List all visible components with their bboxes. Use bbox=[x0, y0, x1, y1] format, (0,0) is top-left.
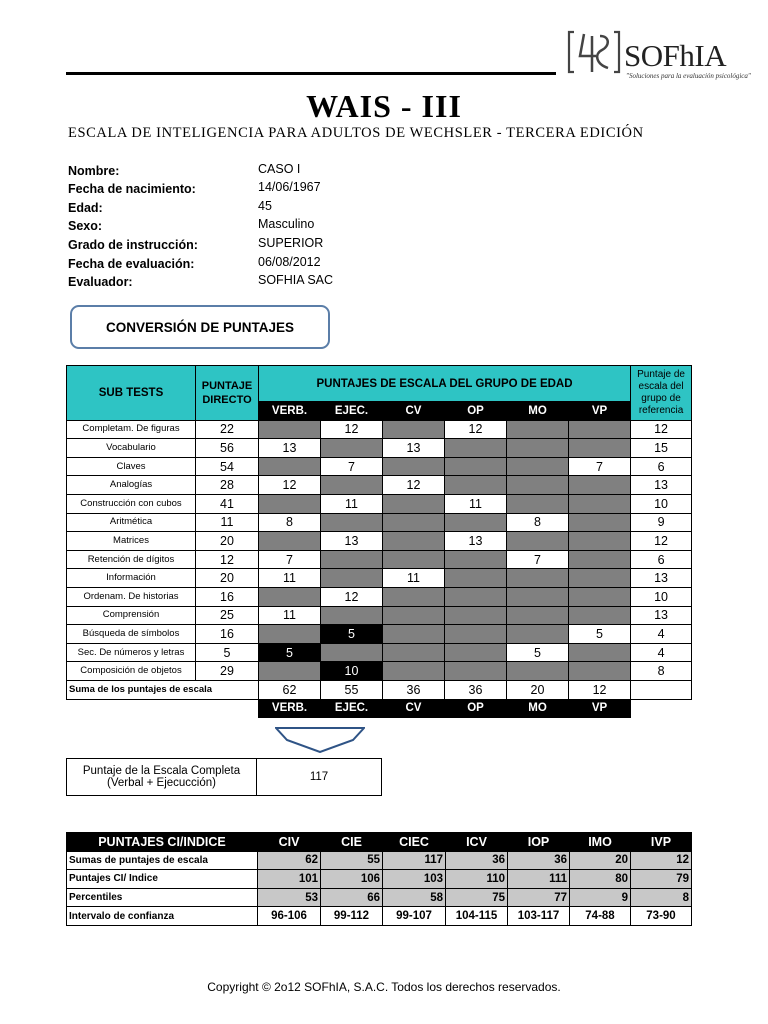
scale-score-cell: 13 bbox=[445, 532, 507, 551]
scale-score-cell bbox=[383, 606, 445, 625]
scale-score-cell bbox=[259, 662, 321, 681]
reference-score: 13 bbox=[631, 569, 692, 588]
scale-footer-4: MO bbox=[507, 699, 569, 718]
direct-score: 22 bbox=[196, 420, 259, 439]
subtest-row bbox=[67, 569, 692, 588]
scale-footer-3: OP bbox=[445, 699, 507, 718]
reference-score: 10 bbox=[631, 587, 692, 606]
scale-score-cell bbox=[569, 420, 631, 439]
info-value: 06/08/2012 bbox=[258, 255, 321, 269]
scale-score-cell: 13 bbox=[259, 439, 321, 458]
scale-score-cell: 5 bbox=[321, 625, 383, 644]
subtest-row bbox=[67, 476, 692, 495]
scale-score-cell bbox=[445, 476, 507, 495]
sum-value: 20 bbox=[507, 680, 569, 699]
ci-value: 79 bbox=[631, 870, 692, 889]
reference-score: 13 bbox=[631, 476, 692, 495]
subtest-row bbox=[67, 643, 692, 662]
scale-header-5: VP bbox=[569, 402, 631, 421]
scale-score-cell bbox=[569, 476, 631, 495]
sofhia-logo bbox=[562, 26, 762, 86]
scale-score-cell: 5 bbox=[507, 643, 569, 662]
ci-value: 99-107 bbox=[383, 907, 446, 926]
scale-score-cell bbox=[507, 662, 569, 681]
direct-score: 54 bbox=[196, 457, 259, 476]
scale-score-cell bbox=[445, 457, 507, 476]
full-scale-table bbox=[66, 758, 382, 796]
ci-value: 36 bbox=[508, 851, 570, 870]
scale-score-cell: 5 bbox=[569, 625, 631, 644]
subtest-row bbox=[67, 625, 692, 644]
subtest-row bbox=[67, 420, 692, 439]
info-label: Edad: bbox=[68, 201, 103, 215]
reference-score: 12 bbox=[631, 420, 692, 439]
ci-row-label: Puntajes CI/ Indice bbox=[67, 870, 258, 889]
scale-score-cell: 11 bbox=[259, 606, 321, 625]
direct-score: 56 bbox=[196, 439, 259, 458]
scale-score-cell bbox=[259, 532, 321, 551]
ci-row-label: Sumas de puntajes de escala bbox=[67, 851, 258, 870]
ci-row bbox=[67, 870, 692, 889]
scale-score-cell bbox=[569, 662, 631, 681]
subtest-name: Retención de dígitos bbox=[67, 550, 196, 569]
scale-footer-row bbox=[67, 699, 692, 718]
info-label: Sexo: bbox=[68, 219, 103, 233]
arrow-down-icon bbox=[275, 727, 365, 753]
scale-score-cell bbox=[383, 587, 445, 606]
scale-score-cell bbox=[259, 420, 321, 439]
scale-score-cell bbox=[507, 587, 569, 606]
scale-score-cell bbox=[445, 587, 507, 606]
ci-value: 96-106 bbox=[258, 907, 321, 926]
reference-score: 6 bbox=[631, 550, 692, 569]
scale-score-cell bbox=[259, 494, 321, 513]
subtest-row bbox=[67, 513, 692, 532]
reference-score: 6 bbox=[631, 457, 692, 476]
direct-score: 16 bbox=[196, 587, 259, 606]
ci-value: 117 bbox=[383, 851, 446, 870]
ci-index-table bbox=[66, 832, 692, 926]
scale-score-cell bbox=[569, 587, 631, 606]
logo-brand: SOFhIA bbox=[624, 38, 727, 73]
ci-value: 111 bbox=[508, 870, 570, 889]
subtest-name: Comprensión bbox=[67, 606, 196, 625]
subtest-row bbox=[67, 494, 692, 513]
subtest-row bbox=[67, 550, 692, 569]
scale-score-cell bbox=[445, 606, 507, 625]
reference-score: 4 bbox=[631, 643, 692, 662]
blank-cell bbox=[631, 699, 692, 718]
direct-score: 25 bbox=[196, 606, 259, 625]
scale-score-cell: 13 bbox=[321, 532, 383, 551]
ci-row bbox=[67, 888, 692, 907]
scale-score-cell: 11 bbox=[321, 494, 383, 513]
subtest-row bbox=[67, 662, 692, 681]
scale-score-cell: 7 bbox=[569, 457, 631, 476]
direct-score: 11 bbox=[196, 513, 259, 532]
ci-header-label: PUNTAJES CI/INDICE bbox=[67, 833, 258, 852]
subtest-name: Matrices bbox=[67, 532, 196, 551]
scale-score-cell bbox=[445, 643, 507, 662]
subtest-row bbox=[67, 532, 692, 551]
ci-value: 106 bbox=[321, 870, 383, 889]
scale-score-cell: 10 bbox=[321, 662, 383, 681]
scale-score-cell bbox=[507, 494, 569, 513]
subtest-name: Ordenam. De historias bbox=[67, 587, 196, 606]
scale-score-cell bbox=[569, 439, 631, 458]
direct-score: 28 bbox=[196, 476, 259, 495]
sum-label: Suma de los puntajes de escala bbox=[67, 680, 259, 699]
subtest-row bbox=[67, 606, 692, 625]
ci-value: 58 bbox=[383, 888, 446, 907]
scale-score-cell bbox=[569, 513, 631, 532]
scale-score-cell bbox=[321, 606, 383, 625]
info-value: Masculino bbox=[258, 217, 315, 231]
scale-score-cell bbox=[569, 569, 631, 588]
direct-score: 20 bbox=[196, 569, 259, 588]
scale-footer-0: VERB. bbox=[259, 699, 321, 718]
scale-score-cell bbox=[507, 532, 569, 551]
ci-row-label: Intervalo de confianza bbox=[67, 907, 258, 926]
scale-score-cell bbox=[259, 457, 321, 476]
scale-header-3: OP bbox=[445, 402, 507, 421]
scale-footer-2: CV bbox=[383, 699, 445, 718]
ci-value: 55 bbox=[321, 851, 383, 870]
subtest-name: Analogías bbox=[67, 476, 196, 495]
scale-score-cell bbox=[445, 662, 507, 681]
ci-value: 80 bbox=[570, 870, 631, 889]
ci-value: 103-117 bbox=[508, 907, 570, 926]
scale-score-cell bbox=[383, 625, 445, 644]
ci-value: 74-88 bbox=[570, 907, 631, 926]
info-value: 14/06/1967 bbox=[258, 180, 321, 194]
ci-value: 77 bbox=[508, 888, 570, 907]
scale-score-cell: 7 bbox=[507, 550, 569, 569]
ci-value: 20 bbox=[570, 851, 631, 870]
subtest-name: Vocabulario bbox=[67, 439, 196, 458]
scores-table bbox=[66, 365, 692, 718]
ci-value: 66 bbox=[321, 888, 383, 907]
direct-score: 41 bbox=[196, 494, 259, 513]
ci-value: 9 bbox=[570, 888, 631, 907]
subtest-name: Completam. De figuras bbox=[67, 420, 196, 439]
scale-score-cell bbox=[321, 476, 383, 495]
scale-score-cell bbox=[383, 643, 445, 662]
subtest-name: Búsqueda de símbolos bbox=[67, 625, 196, 644]
direct-score: 16 bbox=[196, 625, 259, 644]
subtest-name: Sec. De números y letras bbox=[67, 643, 196, 662]
scale-score-cell: 11 bbox=[445, 494, 507, 513]
scale-score-cell bbox=[383, 420, 445, 439]
scale-score-cell bbox=[569, 643, 631, 662]
scale-score-cell bbox=[383, 457, 445, 476]
scale-score-cell bbox=[507, 625, 569, 644]
sum-value: 12 bbox=[569, 680, 631, 699]
scale-score-cell: 12 bbox=[321, 587, 383, 606]
info-label: Nombre: bbox=[68, 164, 120, 178]
ci-col-header: CIE bbox=[321, 833, 383, 852]
ci-value: 103 bbox=[383, 870, 446, 889]
subtest-name: Aritmética bbox=[67, 513, 196, 532]
scale-score-cell bbox=[321, 550, 383, 569]
reference-score: 10 bbox=[631, 494, 692, 513]
scale-score-cell bbox=[383, 550, 445, 569]
reference-score: 12 bbox=[631, 532, 692, 551]
ci-value: 12 bbox=[631, 851, 692, 870]
scale-score-cell: 5 bbox=[259, 643, 321, 662]
subtest-row bbox=[67, 457, 692, 476]
copyright-text: Copyright © 2o12 SOFhIA, S.A.C. Todos los derechos reservados. bbox=[207, 980, 561, 994]
scale-score-cell: 7 bbox=[259, 550, 321, 569]
ci-value: 75 bbox=[446, 888, 508, 907]
direct-score: 12 bbox=[196, 550, 259, 569]
scale-score-cell bbox=[569, 532, 631, 551]
scale-score-cell: 7 bbox=[321, 457, 383, 476]
subtest-row bbox=[67, 439, 692, 458]
scale-score-cell bbox=[507, 569, 569, 588]
scale-header-1: EJEC. bbox=[321, 402, 383, 421]
reference-score: 8 bbox=[631, 662, 692, 681]
reference-score: 9 bbox=[631, 513, 692, 532]
ci-header-row bbox=[67, 833, 692, 852]
scale-score-cell: 11 bbox=[383, 569, 445, 588]
scale-score-cell bbox=[383, 494, 445, 513]
subtest-name: Información bbox=[67, 569, 196, 588]
scale-score-cell bbox=[259, 587, 321, 606]
header-rule bbox=[66, 72, 556, 75]
info-label: Grado de instrucción: bbox=[68, 238, 198, 252]
info-label: Fecha de evaluación: bbox=[68, 257, 195, 271]
scale-score-cell bbox=[445, 625, 507, 644]
sum-value: 36 bbox=[445, 680, 507, 699]
direct-score: 29 bbox=[196, 662, 259, 681]
blank-cell bbox=[67, 699, 259, 718]
scale-score-cell bbox=[507, 439, 569, 458]
info-value: CASO I bbox=[258, 162, 301, 176]
scale-score-cell bbox=[445, 439, 507, 458]
ci-value: 99-112 bbox=[321, 907, 383, 926]
scale-score-cell: 13 bbox=[383, 439, 445, 458]
full-scale-label-line2: (Verbal + Ejecucción) bbox=[107, 777, 216, 789]
scale-score-cell: 11 bbox=[259, 569, 321, 588]
ci-row bbox=[67, 851, 692, 870]
scale-score-cell: 8 bbox=[259, 513, 321, 532]
ci-value: 8 bbox=[631, 888, 692, 907]
ci-row bbox=[67, 907, 692, 926]
page-title: WAIS - III bbox=[306, 88, 462, 124]
logo-tagline: "Soluciones para la evaluación psicológica" bbox=[626, 72, 751, 80]
ci-value: 53 bbox=[258, 888, 321, 907]
header-subtests: SUB TESTS bbox=[67, 366, 196, 421]
header-reference: Puntaje de escala del grupo de referencia bbox=[631, 366, 692, 421]
subtest-name: Composición de objetos bbox=[67, 662, 196, 681]
page-subtitle: ESCALA DE INTELIGENCIA PARA ADULTOS DE WECHSLER - TERCERA EDICIÓN bbox=[68, 125, 644, 141]
logo-mark-icon bbox=[566, 28, 622, 76]
scale-footer-1: EJEC. bbox=[321, 699, 383, 718]
scale-score-cell bbox=[321, 439, 383, 458]
scale-score-cell bbox=[445, 550, 507, 569]
ci-col-header: ICV bbox=[446, 833, 508, 852]
scale-score-cell: 12 bbox=[383, 476, 445, 495]
full-scale-label bbox=[67, 759, 257, 796]
subtest-name: Claves bbox=[67, 457, 196, 476]
direct-score: 20 bbox=[196, 532, 259, 551]
ci-value: 110 bbox=[446, 870, 508, 889]
scale-footer-5: VP bbox=[569, 699, 631, 718]
conversion-title: CONVERSIÓN DE PUNTAJES bbox=[70, 305, 330, 349]
sum-row bbox=[67, 680, 692, 699]
sum-empty-cell bbox=[631, 680, 692, 699]
scale-score-cell bbox=[569, 550, 631, 569]
header-direct: PUNTAJE DIRECTO bbox=[196, 366, 259, 421]
subtest-row bbox=[67, 587, 692, 606]
scale-score-cell: 12 bbox=[445, 420, 507, 439]
scale-score-cell bbox=[569, 606, 631, 625]
ci-value: 101 bbox=[258, 870, 321, 889]
reference-score: 15 bbox=[631, 439, 692, 458]
info-value: SUPERIOR bbox=[258, 236, 324, 250]
scale-score-cell bbox=[569, 494, 631, 513]
ci-col-header: IOP bbox=[508, 833, 570, 852]
scale-score-cell bbox=[383, 532, 445, 551]
ci-col-header: CIEC bbox=[383, 833, 446, 852]
scale-score-cell: 12 bbox=[321, 420, 383, 439]
scale-score-cell bbox=[507, 476, 569, 495]
info-label: Evaluador: bbox=[68, 275, 133, 289]
scale-score-cell bbox=[321, 569, 383, 588]
full-scale-label-line1: Puntaje de la Escala Completa bbox=[82, 765, 241, 777]
full-scale-value: 117 bbox=[257, 759, 382, 796]
scale-header-4: MO bbox=[507, 402, 569, 421]
info-label: Fecha de nacimiento: bbox=[68, 182, 196, 196]
ci-value: 104-115 bbox=[446, 907, 508, 926]
scale-score-cell bbox=[445, 569, 507, 588]
ci-col-header: CIV bbox=[258, 833, 321, 852]
ci-value: 73-90 bbox=[631, 907, 692, 926]
sum-value: 55 bbox=[321, 680, 383, 699]
scale-score-cell bbox=[507, 420, 569, 439]
sum-value: 36 bbox=[383, 680, 445, 699]
sum-value: 62 bbox=[259, 680, 321, 699]
scale-score-cell bbox=[383, 662, 445, 681]
scale-header-2: CV bbox=[383, 402, 445, 421]
ci-col-header: IMO bbox=[570, 833, 631, 852]
reference-score: 4 bbox=[631, 625, 692, 644]
scale-score-cell bbox=[507, 457, 569, 476]
ci-row-label: Percentiles bbox=[67, 888, 258, 907]
ci-value: 36 bbox=[446, 851, 508, 870]
scale-score-cell bbox=[507, 606, 569, 625]
direct-score: 5 bbox=[196, 643, 259, 662]
scale-score-cell bbox=[321, 513, 383, 532]
scale-header-0: VERB. bbox=[259, 402, 321, 421]
scale-score-cell bbox=[383, 513, 445, 532]
scale-score-cell bbox=[445, 513, 507, 532]
scale-score-cell bbox=[259, 625, 321, 644]
ci-col-header: IVP bbox=[631, 833, 692, 852]
reference-score: 13 bbox=[631, 606, 692, 625]
subtest-name: Construcción con cubos bbox=[67, 494, 196, 513]
info-value: 45 bbox=[258, 199, 272, 213]
scale-score-cell: 8 bbox=[507, 513, 569, 532]
scale-score-cell: 12 bbox=[259, 476, 321, 495]
scale-score-cell bbox=[321, 643, 383, 662]
info-value: SOFHIA SAC bbox=[258, 273, 334, 287]
header-group-scales: PUNTAJES DE ESCALA DEL GRUPO DE EDAD bbox=[259, 366, 631, 402]
ci-value: 62 bbox=[258, 851, 321, 870]
